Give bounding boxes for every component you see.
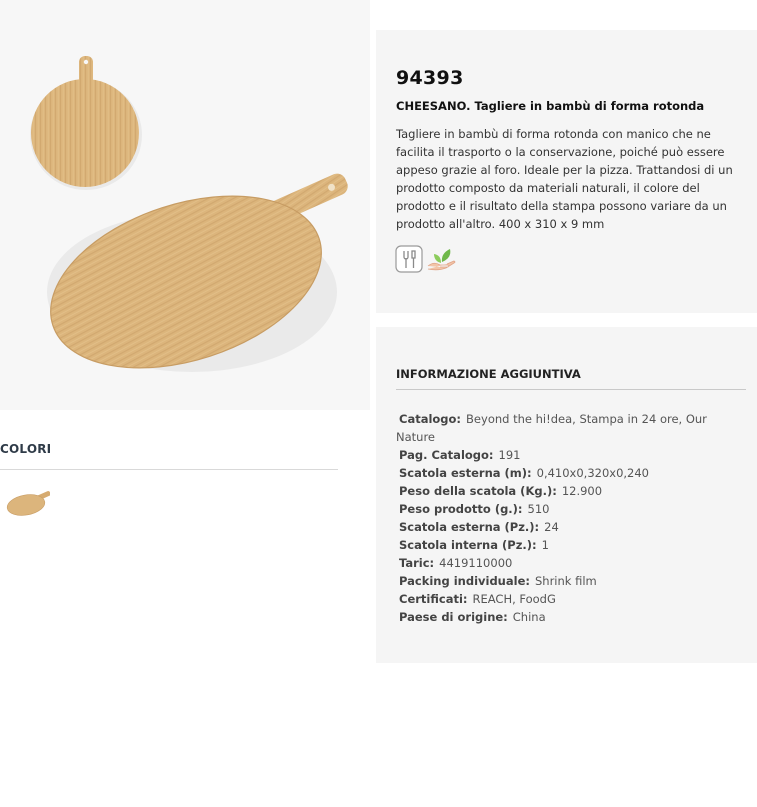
spec-value: Beyond the hi!dea, Stampa in 24 ore, Our Nature <box>396 412 707 444</box>
spec-row <box>396 536 726 554</box>
spec-label: Scatola interna (Pz.): <box>399 538 537 552</box>
spec-label: Scatola esterna (Pz.): <box>399 520 540 534</box>
feature-icons <box>395 245 458 273</box>
bamboo-board-image <box>0 0 370 410</box>
spec-label: Pag. Catalogo: <box>399 448 494 462</box>
spec-value: 1 <box>541 538 549 552</box>
spec-row <box>396 572 726 590</box>
spec-value: 510 <box>527 502 550 516</box>
product-sku: 94393 <box>396 67 464 89</box>
spec-value: REACH, FoodG <box>472 592 556 606</box>
spec-list <box>396 410 726 626</box>
spec-value: China <box>512 610 546 624</box>
spec-label: Scatola esterna (m): <box>399 466 532 480</box>
product-summary-panel <box>376 30 757 313</box>
eco-hand-leaf-icon <box>426 245 458 273</box>
food-safe-icon <box>395 245 423 273</box>
spec-label: Packing individuale: <box>399 574 530 588</box>
spec-label: Certificati: <box>399 592 468 606</box>
spec-value: 24 <box>544 520 559 534</box>
spec-value: Shrink film <box>534 574 597 588</box>
spec-row <box>396 500 726 518</box>
additional-info-panel <box>376 327 757 663</box>
spec-label: Catalogo: <box>399 412 462 426</box>
spec-label: Taric: <box>399 556 435 570</box>
spec-row <box>396 608 726 626</box>
bamboo-board-thumbnail-icon <box>4 488 50 518</box>
spec-row <box>396 446 726 464</box>
spec-value: 4419110000 <box>439 556 513 570</box>
additional-info-title: INFORMAZIONE AGGIUNTIVA <box>396 367 581 381</box>
additional-info-divider <box>396 389 746 390</box>
spec-row <box>396 554 726 572</box>
product-image[interactable] <box>0 0 370 410</box>
spec-value: 12.900 <box>561 484 603 498</box>
spec-row <box>396 590 726 608</box>
product-description: Tagliere in bambù di forma rotonda con manico che ne facilita il trasporto o la conservazione, poiché può essere appeso grazie al foro. Ideale per la pizza. Trattandosi di un prodotto composto da materiali naturali, il colore del prodotto e il risultato della stampa possono variare da un prodotto all'altro. 400 x 310 x 9 mm <box>396 127 733 231</box>
spec-row <box>396 482 726 500</box>
color-swatch-bamboo[interactable] <box>4 488 50 518</box>
spec-row <box>396 410 726 446</box>
colors-divider <box>0 469 338 470</box>
spec-label: Paese di origine: <box>399 610 508 624</box>
spec-value: 0,410x0,320x0,240 <box>536 466 650 480</box>
spec-label: Peso della scatola (Kg.): <box>399 484 557 498</box>
spec-row <box>396 464 726 482</box>
product-name: CHEESANO. Tagliere in bambù di forma rotonda <box>396 99 705 113</box>
spec-value: 191 <box>498 448 521 462</box>
spec-label: Peso prodotto (g.): <box>399 502 523 516</box>
spec-row <box>396 518 726 536</box>
colors-title: COLORI <box>0 442 52 456</box>
